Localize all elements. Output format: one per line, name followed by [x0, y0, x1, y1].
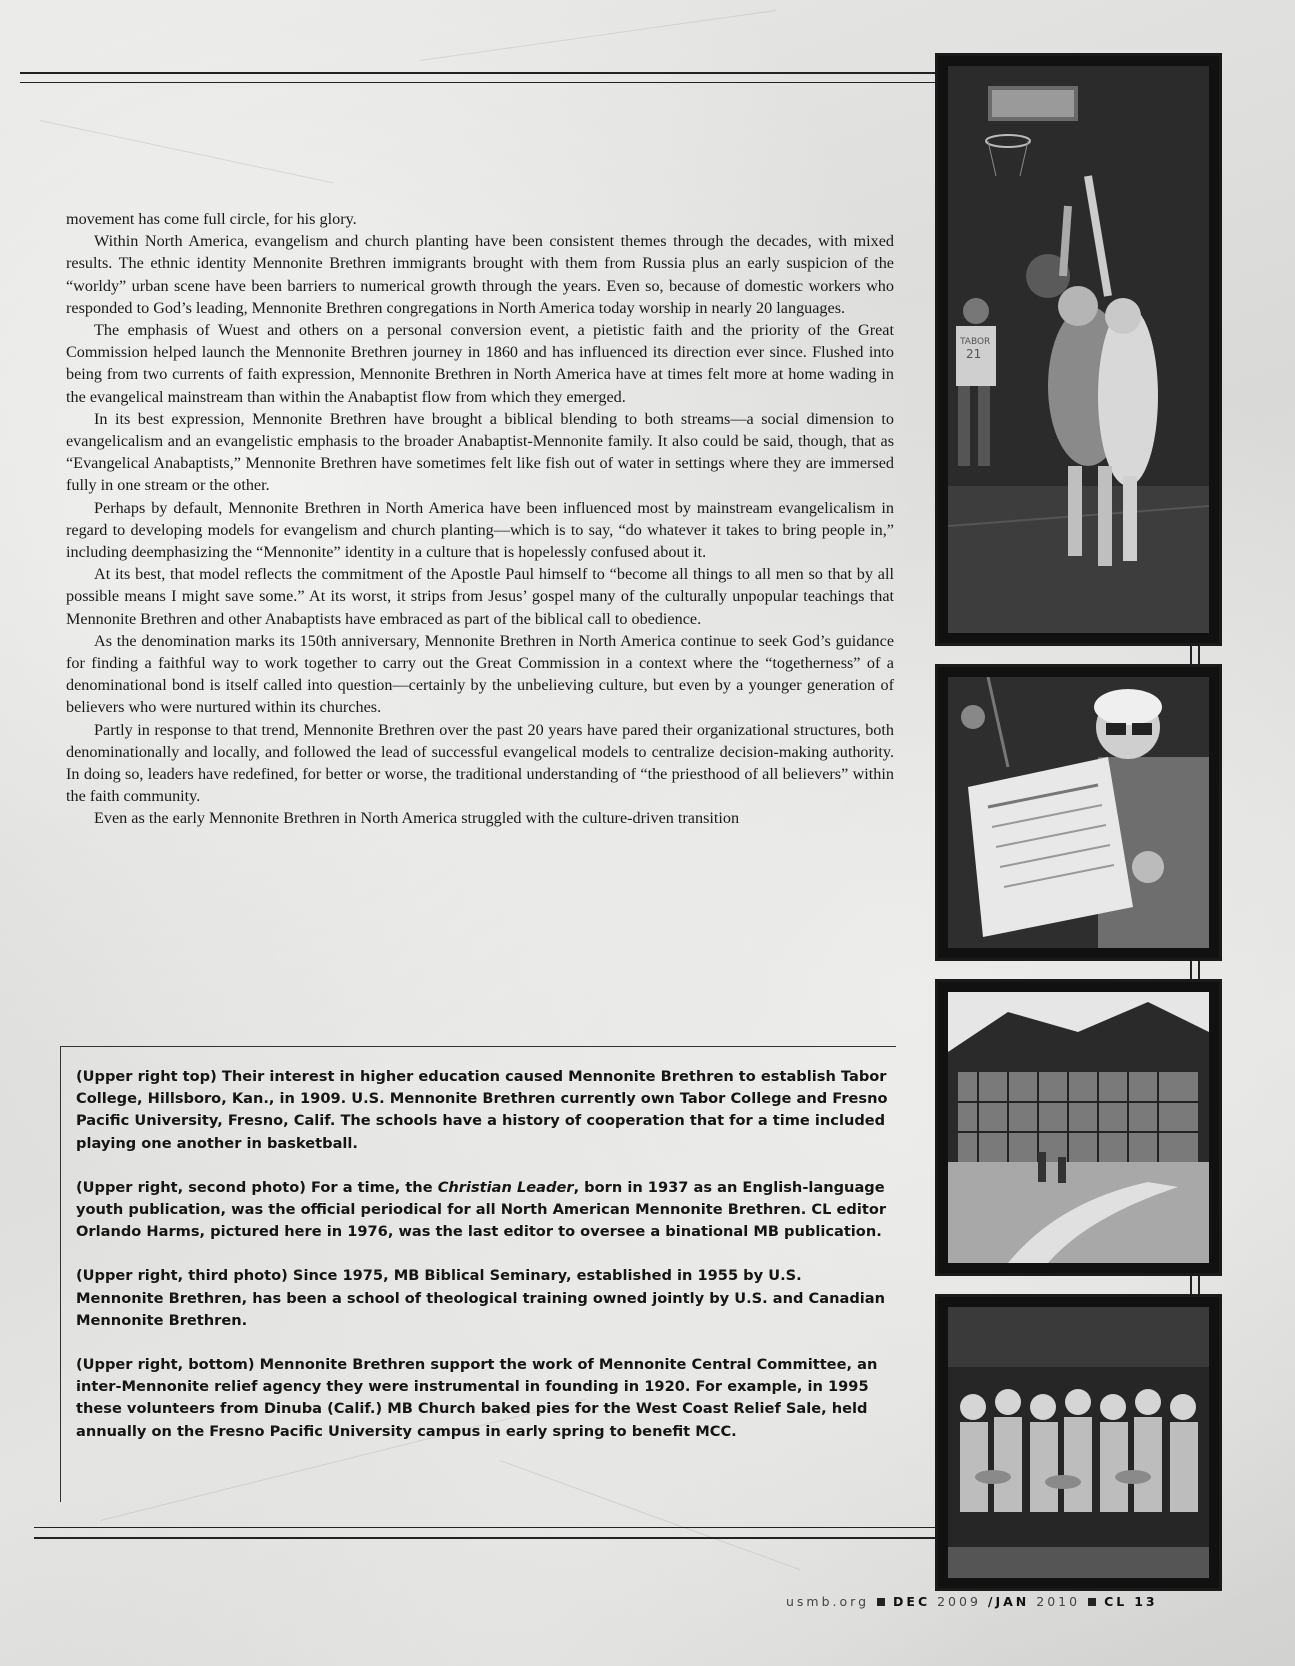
- photo-captions: [76, 1066, 892, 1465]
- photo-seminary: [935, 979, 1222, 1276]
- top-rule: [20, 72, 938, 74]
- bottom-rule: [34, 1537, 938, 1539]
- caption-1: (Upper right top) Their interest in higher education caused Mennonite Brethren to establish Tabor College, Hillsboro, Kan., in 1909. U.S. Mennonite Brethren currently own Tabor College and Fresno Pacific University, Fresno, Calif. The schools have a history of cooperation that for a time included playing one another in basketball.: [76, 1068, 888, 1152]
- article-paragraph: movement has come full circle, for his glory.: [66, 210, 357, 228]
- basketball-scene: [948, 66, 1209, 633]
- article-paragraph: At its best, that model reflects the commitment of the Apostle Paul himself to “become all things to all men so that by all possible means I might save some.” At its worst, it strips from Jesus’ gospel many of the culturally unpopular teachings that Mennonite Brethren and other Anabaptists have embraced as part of the biblical call to obedience.: [66, 565, 894, 628]
- caption-2: [76, 1177, 892, 1244]
- top-rule-thin: [20, 82, 938, 83]
- footer-magazine: CL: [1104, 1594, 1128, 1609]
- caption-2-title: Christian Leader: [437, 1178, 574, 1196]
- volunteers-scene: [948, 1307, 1209, 1578]
- caption-2-rest: , born in 1937 as an English-language youth publication, was the official periodical for all North American Mennonite Brethren. CL editor Orlando Harms, pictured here in 1976, was the last editor to oversee a binational MB publication.: [76, 1178, 887, 1241]
- article-paragraph: Partly in response to that trend, Mennonite Brethren over the past 20 years have pared their organizational structures, both denominationally and locally, and followed the lead of successful evangelical models to centralize decision-making authority. In doing so, leaders have redefined, for better or worse, the traditional understanding of “the priesthood of all believers” within the faith community.: [66, 720, 894, 806]
- footer-year: 2009: [937, 1594, 981, 1609]
- footer-year-2: 2010: [1036, 1594, 1081, 1609]
- caption-2-lead: (Upper right, second photo) For a time, the: [76, 1178, 438, 1196]
- caption-left-rule: [60, 1046, 61, 1502]
- footer-square-icon: [1088, 1598, 1096, 1606]
- bottom-rule-thin: [34, 1527, 938, 1528]
- article-paragraph: In its best expression, Mennonite Brethren have brought a biblical blending to both streams—a social dimension to evangelicalism and an evangelistic emphasis to the broader Anabaptist-Mennonite family. It also could be said, though, that as “Evangelical Anabaptists,” Mennonite Brethren have sometimes felt like fish out of water in settings where they are immersed fully in one stream or the other.: [66, 409, 894, 495]
- seminary-scene: [948, 992, 1209, 1263]
- photo-basketball: [935, 53, 1222, 646]
- footer-square-icon: [877, 1598, 885, 1606]
- caption-4: (Upper right, bottom) Mennonite Brethren support the work of Mennonite Central Committee, an inter-Mennonite relief agency they were instrumental in founding in 1920. For example, in 1995 these volunteers from Dinuba (Calif.) MB Church baked pies for the West Coast Relief Sale, held annually on the Fresno Pacific University campus in early spring to benefit MCC.: [76, 1356, 878, 1440]
- article-paragraph: The emphasis of Wuest and others on a personal conversion event, a pietistic faith and the priority of the Great Commission helped launch the Mennonite Brethren journey in 1860 and has influenced its direction ever since. Flushed into being from two currents of faith expression, Mennonite Brethren in North America have at times felt more at home wading in the evangelical mainstream than within the Anabaptist flow from which they emerged.: [66, 321, 894, 406]
- footer-page-number: 13: [1134, 1594, 1158, 1609]
- jersey-number: 21: [966, 347, 982, 361]
- page-footer: [786, 1594, 1158, 1609]
- article-body: [66, 208, 894, 830]
- jersey-text: TABOR: [960, 337, 991, 347]
- marble-vein: [420, 10, 777, 61]
- article-paragraph: Perhaps by default, Mennonite Brethren in North America have been influenced most by mainstream evangelicalism in regard to developing models for evangelism and church planting—which is to say, “do whatever it takes to bring people in,” including deemphasizing the “Mennonite” identity in a culture that is hopelessly confused about it.: [66, 498, 894, 562]
- caption-3: (Upper right, third photo) Since 1975, MB Biblical Seminary, established in 1955 by U.S. Mennonite Brethren, has been a school of theological training owned jointly by U.S. and Canadian Mennonite Brethren.: [76, 1267, 886, 1329]
- footer-month-2: /JAN: [987, 1594, 1030, 1609]
- editor-scene: [948, 677, 1209, 948]
- footer-month: DEC: [893, 1594, 931, 1609]
- marble-vein: [40, 120, 334, 183]
- photo-volunteers: [935, 1294, 1222, 1591]
- article-paragraph: Even as the early Mennonite Brethren in North America struggled with the culture-driven transition: [94, 809, 740, 828]
- caption-top-rule: [60, 1046, 896, 1047]
- article-paragraph: Within North America, evangelism and church planting have been consistent themes through the decades, with mixed results. The ethnic identity Mennonite Brethren immigrants brought with them from Russia plus an early suspicion of the “worldy” urban scene have been barriers to numerical growth through the years. Even so, because of domestic workers who responded to God’s leading, Mennonite Brethren congregations in North America today worship in nearly 20 languages.: [66, 232, 894, 317]
- footer-site: usmb.org: [786, 1594, 870, 1609]
- article-paragraph: As the denomination marks its 150th anniversary, Mennonite Brethren in North America continue to seek God’s guidance for finding a faithful way to work together to carry out the Great Commission in a context where the “togetherness” of a denominational bond is itself called into question—certainly by the unbelieving culture, but even by a younger generation of believers who were nurtured within its churches.: [66, 631, 894, 717]
- photo-editor-newspaper: [935, 664, 1222, 961]
